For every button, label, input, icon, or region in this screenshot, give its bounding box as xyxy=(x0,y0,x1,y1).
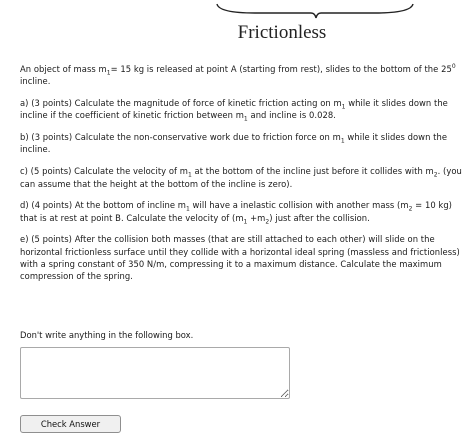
question-part-e: e) (5 points) After the collision both masses (that are still attached to each other) will slide on the horizontal frictionless surface until they collide with a horizontal ideal spring (massless and frictionless) with a spring constant of 350 N/m, compressing it to a maximum distance. Calculate the maximum compression of the spring. xyxy=(20,234,460,282)
question-part-b: b) (3 points) Calculate the non-conservative work due to friction force on $m_1$ while it slides down the incline. xyxy=(20,132,448,155)
page-title: Frictionless xyxy=(237,22,327,43)
answer-instruction: Don't write anything in the following box. xyxy=(20,330,194,340)
curly-brace-decoration xyxy=(215,0,415,20)
check-answer-button[interactable]: Check Answer xyxy=(20,415,121,433)
answer-textarea[interactable] xyxy=(20,347,290,399)
question-part-d: d) (4 points) At the bottom of incline $m_1$ will have a inelastic collision with another mass ($m_2 = 10$ kg) that is at rest at point B. Calculate the velocity of $(m_1 +m_2)$ just after the collision. xyxy=(20,200,452,226)
question-part-a: a) (3 points) Calculate the magnitude of force of kinetic friction acting on $m_1$ while it slides down the incline if the coefficient of kinetic friction between $m_1$ and incline is 0.028. xyxy=(20,98,448,124)
problem-intro: An object of mass $m_1= 15$ kg is released at point A (starting from rest), slides to the bottom of the $25^0$ incline. xyxy=(20,63,456,87)
problem-statement xyxy=(20,63,466,292)
question-part-c: c) (5 points) Calculate the velocity of $m_1$ at the bottom of the incline just before it collides with $m_2$. (you can assume that the height at the bottom of the incline is zero). xyxy=(20,166,462,189)
